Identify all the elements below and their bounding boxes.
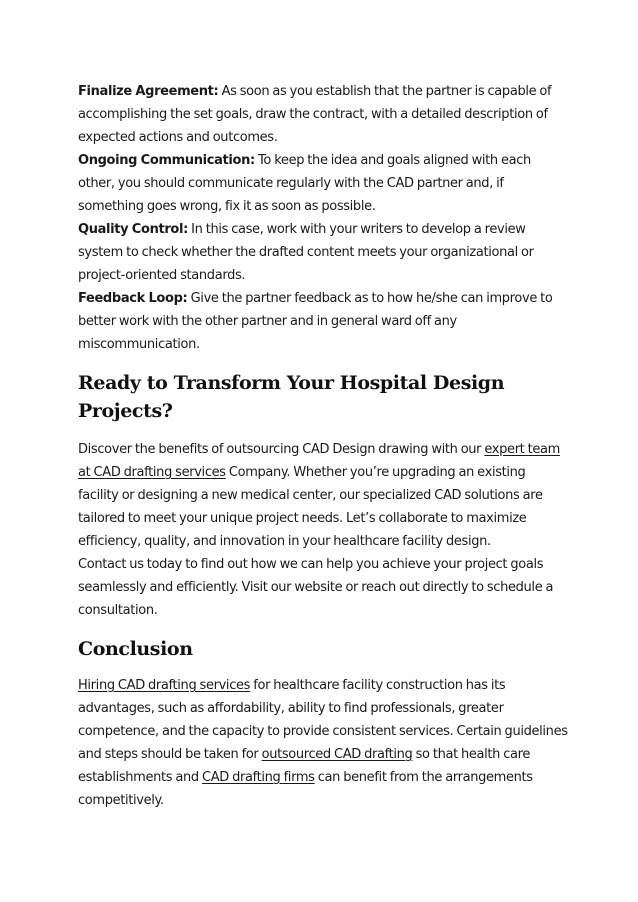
document-page bbox=[78, 80, 568, 812]
item-label: Ongoing Communication: bbox=[78, 153, 255, 168]
paragraph-text: Company. Whether you’re upgrading an existing facility or designing a new medical center, our specialized CAD solutions are tailored to meet your unique project needs. Let’s collaborate to maximize efficiency, quality, and innovation in your healthcare facility design. bbox=[78, 465, 543, 549]
ongoing-communication-item bbox=[78, 149, 568, 218]
feedback-loop-item bbox=[78, 287, 568, 356]
item-label: Finalize Agreement: bbox=[78, 84, 219, 99]
paragraph-text: for healthcare facility construction has its advantages, such as affordability, ability to find professionals, greater competence, and the capacity to provide consistent services. Certain guidelines and steps should be taken for bbox=[78, 678, 568, 762]
paragraph-text: can benefit from the arrangements competitively. bbox=[78, 770, 533, 808]
ready-paragraph bbox=[78, 438, 568, 553]
ready-heading: Ready to Transform Your Hospital Design Projects? bbox=[78, 372, 505, 422]
item-text: As soon as you establish that the partner is capable of accomplishing the set goals, draw the contract, with a detailed description of expected actions and outcomes. bbox=[78, 84, 552, 145]
quality-control-item bbox=[78, 218, 568, 287]
conclusion-paragraph bbox=[78, 674, 568, 812]
item-label: Quality Control: bbox=[78, 222, 188, 237]
paragraph-text: Discover the benefits of outsourcing CAD Design drawing with our bbox=[78, 442, 485, 457]
cad-drafting-firms-link[interactable]: CAD drafting firms bbox=[201, 770, 315, 785]
outsourced-cad-drafting-link[interactable]: outsourced CAD drafting bbox=[261, 747, 413, 762]
finalize-agreement-item bbox=[78, 80, 568, 149]
contact-paragraph: Contact us today to find out how we can help you achieve your project goals seamlessly and efficiently. Visit our website or reach out directly to schedule a consultation. bbox=[78, 557, 554, 618]
item-text: To keep the idea and goals aligned with each other, you should communicate regularly with the CAD partner and, if something goes wrong, fix it as soon as possible. bbox=[78, 153, 531, 214]
item-text: Give the partner feedback as to how he/she can improve to better work with the other partner and in general ward off any miscommunication. bbox=[78, 291, 553, 352]
hiring-cad-drafting-services-link[interactable]: Hiring CAD drafting services bbox=[78, 678, 251, 693]
paragraph-text: so that health care establishments and bbox=[78, 747, 531, 785]
item-text: In this case, work with your writers to develop a review system to check whether the drafted content meets your organizational or project-oriented standards. bbox=[78, 222, 534, 283]
item-label: Feedback Loop: bbox=[78, 291, 188, 306]
conclusion-heading: Conclusion bbox=[78, 638, 193, 660]
expert-team-link[interactable]: expert team at CAD drafting services bbox=[78, 442, 560, 480]
